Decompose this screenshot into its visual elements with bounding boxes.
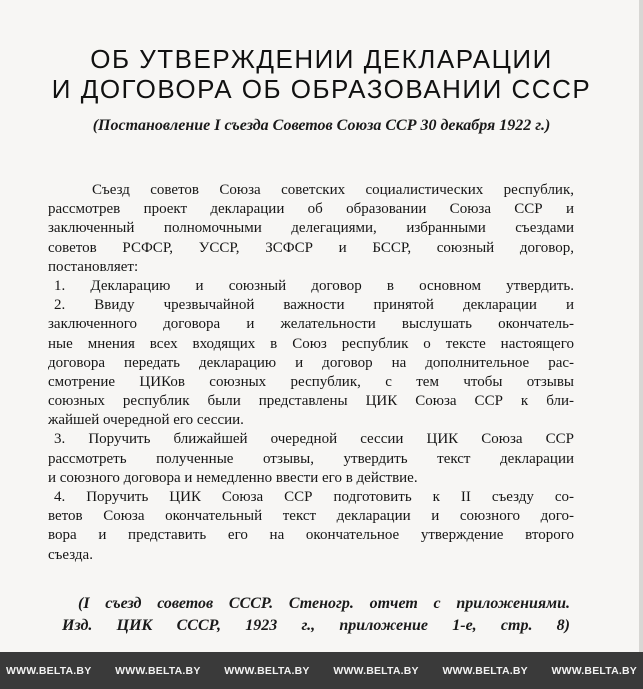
body-line: заключенного договора и желательности выслушать окончатель-: [48, 316, 574, 333]
body-line: и союзного договора и немедленно ввести его в действие.: [48, 469, 418, 486]
source-line-1: (I съезд советов СССР. Стеногр. отчет с приложениями.: [78, 595, 570, 612]
body-line: смотрение ЦИКов союзных республик, с тем чтобы отзывы: [48, 373, 574, 390]
body-line: съезда.: [48, 546, 93, 563]
watermark-bar: [0, 652, 643, 689]
body-line: союзных республик были представлены ЦИК Союза ССР к бли-: [48, 393, 574, 410]
body-line: заключенный полномочными делегациями, избранными съездами: [48, 220, 574, 237]
document-subtitle: (Постановление I съезда Советов Союза ССР 30 декабря 1922 г.): [92, 117, 551, 134]
body-line: Съезд советов Союза советских социалистических республик,: [92, 182, 574, 198]
body-line: рассмотреть полученные отзывы, утвердить текст декларации: [48, 450, 574, 467]
document-title-line-1: ОБ УТВЕРЖДЕНИИ ДЕКЛАРАЦИИ: [90, 44, 553, 74]
document-title-line-2: И ДОГОВОРА ОБ ОБРАЗОВАНИИ СССР: [51, 74, 592, 104]
source-citation: [62, 593, 570, 637]
source-line-2: Изд. ЦИК СССР, 1923 г., приложение 1-е, стр. 8): [62, 617, 570, 634]
watermark-text: WWW.BELTA.BY: [551, 664, 637, 677]
body-line: советов РСФСР, УССР, ЗСФСР и БССР, союзный договор,: [48, 239, 574, 256]
watermark-text: WWW.BELTA.BY: [115, 664, 201, 677]
body-line: договора передать декларацию и договор на дополнительное рас-: [48, 354, 574, 371]
body-line: рассмотрев проект декларации об образовании Союза ССР и: [48, 201, 574, 218]
body-line: 4. Поручить ЦИК Союза ССР подготовить к II съезду со-: [54, 489, 574, 505]
watermark-text: WWW.BELTA.BY: [6, 664, 92, 677]
body-line: 2. Ввиду чрезвычайной важности принятой декларации и: [54, 297, 574, 314]
body-line: жайшей очередной его сессии.: [48, 412, 244, 429]
body-line: 1. Декларацию и союзный договор в основном утвердить.: [54, 277, 574, 294]
body-line: вора и представить его на окончательное утверждение второго: [48, 527, 574, 544]
watermark-text: WWW.BELTA.BY: [224, 664, 310, 677]
body-line: 3. Поручить ближайшей очередной сессии ЦИК Союза ССР: [54, 431, 574, 448]
document-body: [48, 181, 574, 565]
body-line: ные мнения всех входящих в Союз республик о тексте настоящего: [48, 335, 574, 352]
watermark-text: WWW.BELTA.BY: [333, 664, 419, 677]
body-line: постановляет:: [48, 258, 139, 275]
body-line: ветов Союза окончательный текст декларации и союзного дого-: [48, 508, 574, 525]
watermark-text: WWW.BELTA.BY: [442, 664, 528, 677]
